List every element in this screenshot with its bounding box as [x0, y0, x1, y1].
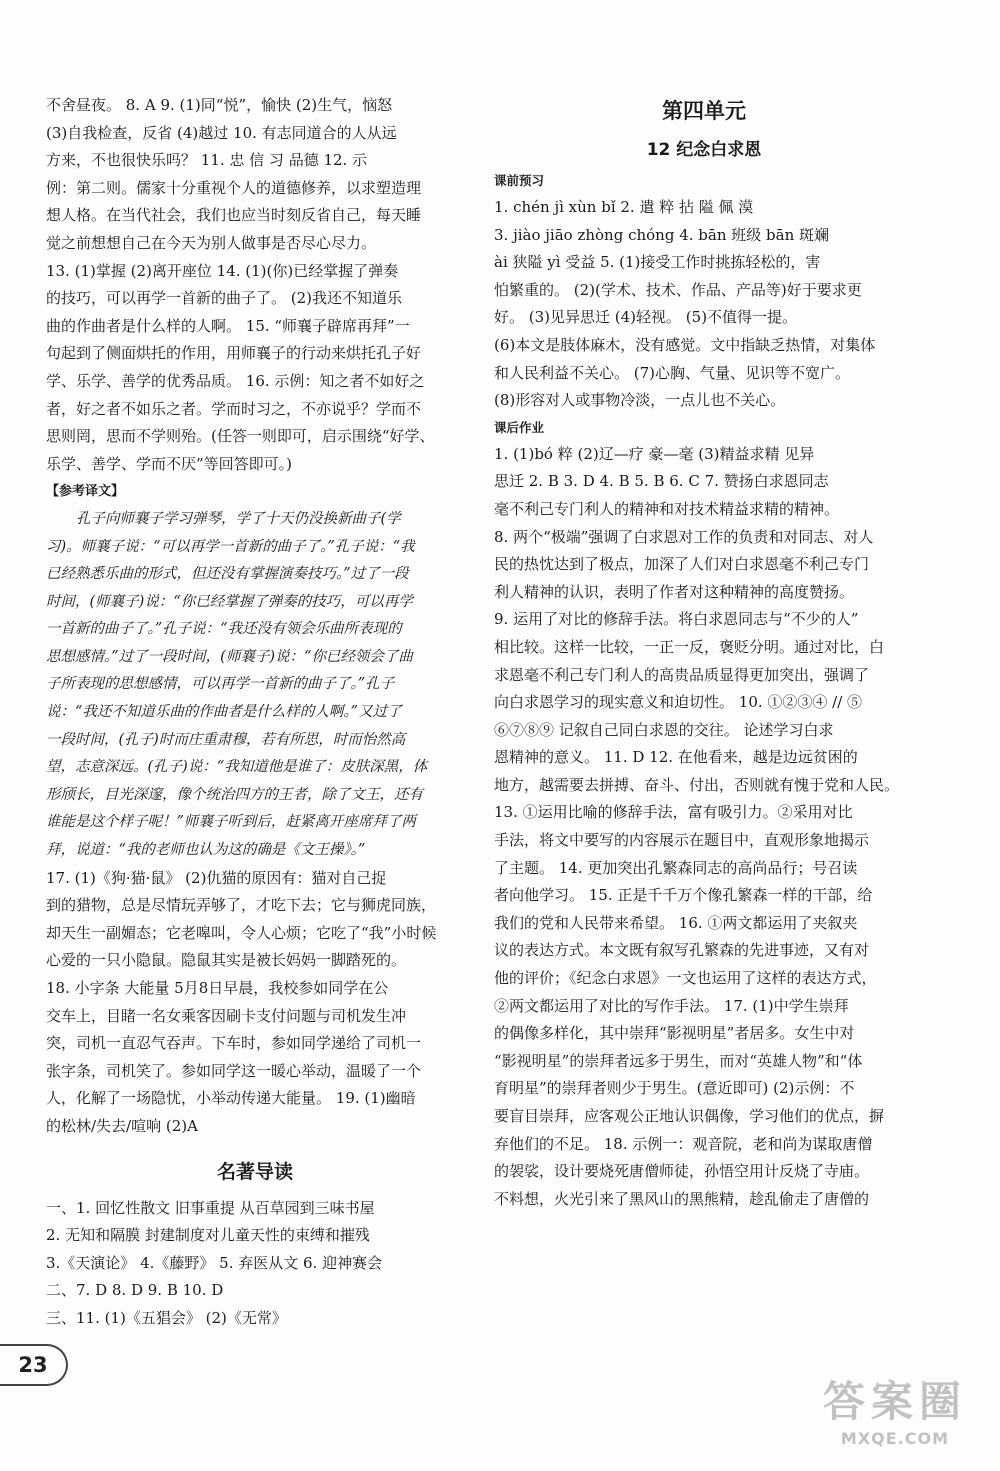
text-line: 9. 运用了对比的修辞手法。将白求恩同志与“不少的人” — [494, 610, 859, 629]
lesson-title: 12 纪念白求恩 — [646, 140, 762, 160]
page-number: 23 — [0, 1344, 68, 1386]
text-line: 乐学、善学、学而不厌”等回答即可。) — [46, 454, 293, 473]
text-line: 拜，说道：“我的老师也认为这的确是《文王操》。” — [46, 842, 366, 859]
text-line: 孔子向师襄子学习弹琴，学了十天仍没换新曲子(学 — [76, 510, 401, 527]
text-line: (3)自我检查，反省 (4)越过 10. 有志同道合的人从远 — [46, 123, 397, 142]
text-line: ②两文都运用了对比的写作手法。 17. (1)中学生崇拜 — [494, 996, 849, 1015]
text-line: ⑥⑦⑧⑨ 记叙自己同白求恩的交往。 论述学习白求 — [494, 720, 834, 739]
text-line: 子所表现的思想感情，可以再学一首新的曲子了。”孔子 — [46, 676, 395, 693]
text-line: 思则罔，思而不学则殆。(任答一则即可，启示围绕“好学、 — [46, 427, 435, 446]
text-line: 却天生一副媚态；它老嗥叫，令人心烦；它吃了“我”小时候 — [46, 923, 437, 942]
text-line: 二、7. D 8. D 9. B 10. D — [46, 1281, 224, 1300]
text-line: 句起到了侧面烘托的作用，用师襄子的行动来烘托孔子好 — [46, 344, 422, 363]
classics-reading-title: 名著导读 — [216, 1160, 293, 1183]
text-line: 恩精神的意义。 11. D 12. 在他看来，越是边远贫困的 — [494, 748, 858, 767]
text-line: 13. ①运用比喻的修辞手法，富有吸引力。②采用对比 — [494, 803, 853, 822]
text-line: 谁能是这个样子呢！”师襄子听到后，赶紧离开座席拜了两 — [46, 814, 416, 831]
text-line: 人，化解了一场隐忧，小举动传递大能量。 19. (1)幽暗 — [46, 1089, 416, 1108]
homework-section-label: 课后作业 — [494, 419, 545, 435]
homework-answers — [494, 441, 914, 1214]
text-line: (8)形容对人或事物冷淡，一点儿也不关心。 — [494, 391, 786, 410]
text-line: 曲的作曲者是什么样的人啊。 15. “师襄子辟席再拜”一 — [46, 316, 410, 335]
text-line: (6)本文是肢体麻木，没有感觉。文中指缺乏热情，对集体 — [494, 335, 876, 354]
text-line: 想人格。在当代社会，我们也应当时刻反省自己，每天睡 — [46, 206, 422, 225]
preview-answers — [494, 194, 914, 415]
text-line: 者向他学习。 15. 正是千千万个像孔繁森一样的干部，给 — [494, 886, 873, 905]
text-line: 一首新的曲子了。”孔子说：“我还没有领会乐曲所表现的 — [46, 621, 402, 638]
text-line: 张字条，司机笑了。参如同学这一暖心举动，温暖了一个 — [46, 1061, 422, 1080]
text-line: 心爱的一只小隐鼠。隐鼠其实是被长妈妈一脚踏死的。 — [46, 951, 407, 970]
text-line: 不料想，火光引来了黑风山的黑熊精，趁乱偷走了唐僧的 — [494, 1189, 870, 1208]
text-line: 17. (1)《狗·猫·鼠》 (2)仇猫的原因有：猫对自己捉 — [46, 868, 387, 887]
text-line: 的袈裟，设计要烧死唐僧师徒，孙悟空用计反烧了寺庙。 — [494, 1162, 870, 1181]
text-line: 习)。师襄子说：“可以再学一首新的曲子了。”孔子说：“我 — [46, 538, 415, 555]
text-line: 的偶像多样化，其中崇拜“影视明星”者居多。女生中对 — [494, 1024, 855, 1043]
text-line: 弃他们的不足。 18. 示例一：观音院，老和尚为谋取唐僧 — [494, 1134, 873, 1153]
text-line: 民的热忱达到了极点，加深了人们对白求恩毫不利己专门 — [494, 555, 870, 574]
text-line: 他的评价；《纪念白求恩》一文也运用了这样的表达方式， — [494, 969, 877, 988]
text-line: 方来，不也很快乐吗？ 11. 忠 信 习 品德 12. 示 — [46, 151, 368, 170]
text-line: 的技巧，可以再学一首新的曲子了。 (2)我还不知道乐 — [46, 289, 403, 308]
text-line: 1. chén jì xùn bǐ 2. 遣 粹 拈 隘 佩 漠 — [494, 198, 754, 216]
text-line: 一、1. 回忆性散文 旧事重提 从百草园到三味书屋 — [46, 1198, 375, 1217]
right-column — [494, 92, 914, 1213]
text-line: 形颀长，目光深邃，像个统治四方的王者，除了文王，还有 — [46, 786, 423, 803]
watermark-site-text: MXQE.COM — [840, 1429, 950, 1448]
text-line: 三、11. (1)《五猖会》 (2)《无常》 — [46, 1308, 287, 1327]
text-line: 时间，(师襄子)说：“你已经掌握了弹奏的技巧，可以再学 — [46, 593, 413, 610]
text-line: 议的表达方式。本文既有叙写孔繁森的先进事迹，又有对 — [494, 941, 870, 960]
text-line: 学、乐学、善学的优秀品质。 16. 示例：知之者不如好之 — [46, 371, 425, 390]
text-line: ài 狭隘 yì 受益 5. (1)接受工作时挑拣轻松的，害 — [494, 253, 821, 272]
text-line: 例：第二则。儒家十分重视个人的道德修养，以求塑造理 — [46, 178, 422, 197]
text-line: 求恩毫不利己专门利人的高贵品质显得更加突出，强调了 — [494, 665, 870, 684]
text-line: 地方，越需要去拼搏、奋斗、付出，否则就有愧于党和人民。 — [494, 775, 900, 794]
text-line: 觉之前想想自己在今天为别人做事是否尽心尽力。 — [46, 233, 377, 252]
text-line: 已经熟悉乐曲的形式，但还没有掌握演奏技巧。”过了一段 — [46, 566, 409, 583]
text-line: 3. jiào jiāo zhòng chóng 4. bān 班级 bān 斑斓 — [494, 225, 830, 244]
text-line: 说：“我还不知道乐曲的作曲者是什么样的人啊。”又过了 — [46, 704, 402, 721]
text-line: 突，司机一直忍气吞声。下车时，参如同学递给了司机一 — [46, 1034, 422, 1053]
text-line: 2. 无知和隔膜 封建制度对儿童天性的束缚和摧残 — [46, 1226, 370, 1245]
text-line: 13. (1)掌握 (2)离开座位 14. (1)(你)已经掌握了弹奏 — [46, 261, 399, 280]
text-line: “影视明星”的崇拜者远多于男生，而对“英雄人物”和“体 — [494, 1051, 863, 1070]
preview-section-label: 课前预习 — [494, 173, 545, 188]
text-line: 一段时间，(孔子)时而庄重肃穆，若有所思，时而怡然高 — [46, 731, 406, 748]
text-line: 者，好之者不如乐之者。学而时习之，不亦说乎？学而不 — [46, 399, 422, 418]
text-line: 思迁 2. B 3. D 4. B 5. B 6. C 7. 赞扬白求恩同志 — [494, 472, 829, 491]
watermark-logo — [808, 1376, 982, 1464]
text-line: 3.《天演论》 4.《藤野》 5. 弃医从文 6. 迎神赛会 — [46, 1253, 383, 1272]
text-line: 相比较。这样一比较，一正一反，褒贬分明。通过对比，白 — [494, 637, 885, 656]
text-line: 要盲目崇拜，应客观公正地认识偶像，学习他们的优点，摒 — [494, 1107, 885, 1125]
left-column — [46, 92, 464, 1333]
text-line: 8. 两个“极端”强调了白求恩对工作的负责和对同志、对人 — [494, 527, 874, 546]
text-line: 手法，将文中要写的内容展示在题目中，直观形象地揭示 — [494, 831, 870, 850]
text-line: 和人民利益不关心。 (7)心胸、气量、见识等不宽广。 — [494, 363, 851, 382]
text-line: 1. (1)bó 粹 (2)辽—疗 豪—毫 (3)精益求精 见异 — [494, 444, 815, 463]
text-line: 利人精神的认识，表明了作者对这种精神的高度赞扬。 — [494, 582, 855, 601]
text-line: 毫不利己专门利人的精神和对技术精益求精的精神。 — [494, 499, 840, 518]
text-line: 怕繁重的。 (2)(学术、技术、作品、产品等)好于要求更 — [494, 280, 862, 299]
answers-block-1 — [46, 92, 464, 478]
reference-translation — [46, 506, 464, 865]
answers-block-2 — [46, 865, 464, 1141]
text-line: 育明星”的崇拜者则少于男生。(意近即可) (2)示例：不 — [494, 1079, 855, 1098]
text-line: 思想感情。”过了一段时间，(师襄子)说：“你已经领会了曲 — [46, 648, 413, 665]
text-line: 的松林/失去/喧响 (2)A — [46, 1116, 198, 1135]
text-line: 向白求恩学习的现实意义和迫切性。 10. ①②③④ // ⑤ — [494, 693, 863, 712]
text-line: 望，志意深远。(孔子)说：“我知道他是谁了：皮肤深黑，体 — [46, 759, 428, 776]
text-line: 到的猎物，总是尽情玩弄够了，才吃下去；它与狮虎同族， — [46, 896, 437, 915]
text-line: 18. 小字条 大能量 5月8日早晨，我校参如同学在公 — [46, 979, 389, 997]
watermark-logo-text: 答案圈 — [822, 1377, 967, 1426]
text-line: 好。 (3)见异思迁 (4)轻视。 (5)不值得一提。 — [494, 308, 798, 327]
reference-translation-label: 【参考译文】 — [46, 484, 125, 500]
text-line: 我们的党和人民带来希望。 16. ①两文都运用了夹叙夹 — [494, 913, 858, 932]
text-line: 了主题。 14. 更加突出孔繁森同志的高尚品行；号召读 — [494, 858, 858, 877]
unit-title: 第四单元 — [662, 99, 746, 123]
text-line: 不舍昼夜。 8. A 9. (1)同“悦”，愉快 (2)生气，恼怒 — [46, 96, 393, 114]
text-line: 交车上，目睹一名女乘客因刷卡支付问题与司机发生冲 — [46, 1006, 407, 1025]
classics-reading-answers — [46, 1195, 464, 1333]
